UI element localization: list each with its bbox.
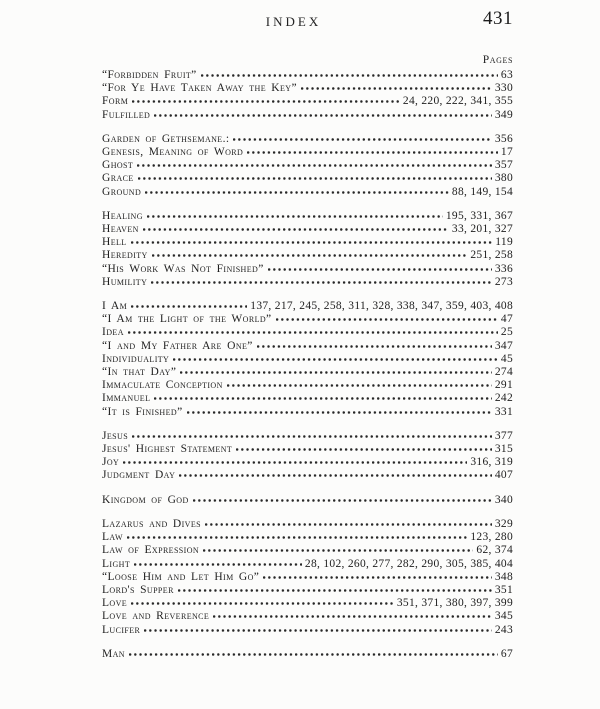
dot-leader bbox=[203, 545, 473, 553]
dot-leader bbox=[173, 354, 498, 362]
entry-pages: 67 bbox=[500, 647, 513, 660]
index-entry bbox=[102, 456, 513, 469]
dot-leader bbox=[154, 393, 491, 401]
dot-leader bbox=[131, 237, 493, 245]
entry-term: Genesis, Meaning of Word bbox=[102, 146, 244, 159]
index-entry bbox=[102, 263, 513, 276]
dot-leader bbox=[268, 264, 492, 272]
dot-leader bbox=[131, 301, 247, 309]
index-entry bbox=[102, 159, 513, 172]
entry-pages: 195, 331, 367 bbox=[445, 209, 513, 222]
entry-term: “His Work Was Not Finished” bbox=[102, 262, 264, 275]
entry-pages: 47 bbox=[500, 313, 513, 326]
index-entry bbox=[102, 531, 513, 544]
index-entry bbox=[102, 326, 513, 339]
entry-pages: 357 bbox=[494, 159, 513, 172]
entry-term: Immanuel bbox=[102, 392, 151, 405]
dot-leader bbox=[257, 341, 492, 349]
entry-pages: 25 bbox=[500, 326, 513, 339]
index-entry bbox=[102, 186, 513, 199]
index-entry bbox=[102, 133, 513, 146]
entry-term: Idea bbox=[102, 326, 124, 339]
entry-pages: 63 bbox=[500, 69, 513, 81]
entry-pages: 351 bbox=[494, 583, 513, 596]
index-entry bbox=[102, 300, 513, 313]
dot-leader bbox=[134, 559, 302, 567]
dot-leader bbox=[263, 572, 492, 580]
dot-leader bbox=[151, 277, 492, 285]
index-entry bbox=[102, 146, 513, 159]
dot-leader bbox=[301, 83, 492, 91]
dot-leader bbox=[227, 380, 492, 388]
entry-pages: 349 bbox=[494, 108, 513, 121]
entry-pages: 331 bbox=[494, 405, 513, 418]
entry-pages: 407 bbox=[494, 469, 513, 482]
dot-leader bbox=[178, 585, 492, 593]
dot-leader bbox=[131, 598, 394, 606]
index-entry bbox=[102, 571, 513, 584]
index-group bbox=[102, 69, 513, 122]
dot-leader bbox=[213, 611, 492, 619]
index-entry bbox=[102, 392, 513, 405]
entry-term: Kingdom of God bbox=[102, 493, 189, 506]
entry-term: Heredity bbox=[102, 249, 148, 262]
entry-pages: 123, 280 bbox=[470, 531, 513, 544]
pages-column-label: Pages bbox=[482, 54, 513, 66]
entry-pages: 45 bbox=[500, 352, 513, 365]
page-number: 431 bbox=[483, 8, 513, 29]
entry-pages: 315 bbox=[494, 443, 513, 456]
dot-leader bbox=[138, 173, 492, 181]
entry-pages: 62, 374 bbox=[476, 544, 513, 557]
index-entry bbox=[102, 584, 513, 597]
entry-term: I Am bbox=[102, 300, 128, 313]
entry-pages: 340 bbox=[494, 493, 513, 506]
index-group bbox=[102, 300, 513, 419]
index-entry bbox=[102, 236, 513, 249]
entry-pages: 336 bbox=[494, 262, 513, 275]
dot-leader bbox=[143, 224, 449, 232]
entry-pages: 329 bbox=[494, 517, 513, 530]
entry-term: Joy bbox=[102, 456, 120, 469]
entry-pages: 377 bbox=[494, 429, 513, 442]
entry-term: Healing bbox=[102, 209, 143, 222]
index-entry bbox=[102, 95, 513, 108]
index-entry bbox=[102, 109, 513, 122]
index-group bbox=[102, 430, 513, 483]
entry-term: Lazarus and Dives bbox=[102, 517, 201, 530]
index-entry bbox=[102, 353, 513, 366]
dot-leader bbox=[205, 519, 492, 527]
index-entry bbox=[102, 443, 513, 456]
index-entry bbox=[102, 610, 513, 623]
dot-leader bbox=[145, 187, 449, 195]
entry-pages: 17 bbox=[500, 146, 513, 159]
page-content bbox=[102, 0, 513, 672]
entry-pages: 345 bbox=[494, 610, 513, 623]
entry-pages: 316, 319 bbox=[470, 456, 513, 469]
entry-term: Immaculate Conception bbox=[102, 379, 223, 392]
index-entry bbox=[102, 82, 513, 95]
entry-term: “Forbidden Fruit” bbox=[102, 69, 197, 81]
index-entry bbox=[102, 406, 513, 419]
entry-pages: 243 bbox=[494, 623, 513, 636]
dot-leader bbox=[276, 314, 498, 322]
dot-leader bbox=[137, 160, 492, 168]
entry-term: Love bbox=[102, 597, 128, 610]
index-entry bbox=[102, 313, 513, 326]
dot-leader bbox=[236, 444, 492, 452]
entry-term: Garden of Gethsemane.: bbox=[102, 132, 230, 145]
index-entry bbox=[102, 624, 513, 637]
dot-leader bbox=[233, 134, 491, 142]
entry-pages: 351, 371, 380, 397, 399 bbox=[396, 597, 513, 610]
entry-pages: 380 bbox=[494, 172, 513, 185]
entry-term: Grace bbox=[102, 172, 134, 185]
entry-pages: 242 bbox=[494, 392, 513, 405]
entry-term: “Loose Him and Let Him Go” bbox=[102, 570, 260, 583]
index-entry bbox=[102, 172, 513, 185]
dot-leader bbox=[129, 649, 498, 657]
entry-term: Judgment Day bbox=[102, 469, 176, 482]
index-entry bbox=[102, 648, 513, 661]
dot-leader bbox=[132, 431, 492, 439]
entry-term: Form bbox=[102, 95, 129, 108]
dot-leader bbox=[128, 327, 498, 335]
entry-term: Jesus' Highest Statement bbox=[102, 443, 233, 456]
dot-leader bbox=[247, 147, 498, 155]
entry-term: Man bbox=[102, 647, 125, 660]
entry-pages: 33, 201, 327 bbox=[451, 223, 513, 236]
index-entry bbox=[102, 340, 513, 353]
index-entry bbox=[102, 223, 513, 236]
dot-leader bbox=[180, 367, 492, 375]
index-group bbox=[102, 494, 513, 507]
entry-term: Light bbox=[102, 557, 131, 570]
entry-term: Hell bbox=[102, 236, 127, 249]
entry-term: Heaven bbox=[102, 223, 139, 236]
entry-pages: 348 bbox=[494, 570, 513, 583]
entry-term: Lucifer bbox=[102, 623, 141, 636]
dot-leader bbox=[179, 470, 492, 478]
index-group bbox=[102, 210, 513, 289]
index-entry bbox=[102, 544, 513, 557]
page-header bbox=[102, 0, 513, 52]
index-entry bbox=[102, 210, 513, 223]
index-entry bbox=[102, 430, 513, 443]
dot-leader bbox=[127, 532, 467, 540]
page-title: INDEX bbox=[265, 14, 322, 29]
index-entry bbox=[102, 366, 513, 379]
dot-leader bbox=[152, 250, 468, 258]
entry-pages: 356 bbox=[494, 132, 513, 145]
entry-term: Ghost bbox=[102, 159, 134, 172]
entry-term: “For Ye Have Taken Away the Key” bbox=[102, 82, 297, 95]
entry-pages: 137, 217, 245, 258, 311, 328, 338, 347, 359, 403, 408 bbox=[250, 300, 513, 313]
entry-term: Ground bbox=[102, 185, 142, 198]
dot-leader bbox=[147, 211, 443, 219]
index-entry bbox=[102, 249, 513, 262]
dot-leader bbox=[144, 625, 492, 633]
entry-pages: 273 bbox=[494, 275, 513, 288]
dot-leader bbox=[187, 407, 492, 415]
dot-leader bbox=[193, 495, 492, 503]
entry-term: Lord's Supper bbox=[102, 583, 174, 596]
index-entry bbox=[102, 494, 513, 507]
entry-pages: 28, 102, 260, 277, 282, 290, 305, 385, 404 bbox=[304, 557, 513, 570]
entry-pages: 347 bbox=[494, 339, 513, 352]
entry-term: Individuality bbox=[102, 352, 170, 365]
dot-leader bbox=[201, 70, 498, 78]
dot-leader bbox=[123, 457, 467, 465]
index-entry bbox=[102, 597, 513, 610]
index-group bbox=[102, 648, 513, 661]
entry-pages: 291 bbox=[494, 379, 513, 392]
entry-term: “In that Day” bbox=[102, 366, 177, 379]
index-entry bbox=[102, 469, 513, 482]
entry-pages: 88, 149, 154 bbox=[451, 185, 513, 198]
entry-pages: 24, 220, 222, 341, 355 bbox=[402, 95, 513, 108]
entry-term: Law bbox=[102, 531, 123, 544]
index-entry bbox=[102, 276, 513, 289]
entry-term: Love and Reverence bbox=[102, 610, 210, 623]
entry-pages: 119 bbox=[495, 236, 513, 249]
entry-pages: 251, 258 bbox=[470, 249, 513, 262]
entry-pages: 274 bbox=[494, 366, 513, 379]
dot-leader bbox=[132, 96, 400, 104]
index-entry bbox=[102, 379, 513, 392]
index-list bbox=[102, 69, 513, 661]
index-entry bbox=[102, 558, 513, 571]
index-entry bbox=[102, 69, 513, 82]
entry-term: Fulfilled bbox=[102, 108, 151, 121]
entry-term: Jesus bbox=[102, 429, 129, 442]
entry-term: “I and My Father Are One” bbox=[102, 339, 253, 352]
index-group bbox=[102, 133, 513, 199]
index-group bbox=[102, 518, 513, 637]
entry-pages: 330 bbox=[494, 82, 513, 95]
entry-term: “It is Finished” bbox=[102, 405, 183, 418]
entry-term: Humility bbox=[102, 275, 148, 288]
dot-leader bbox=[154, 110, 492, 118]
index-entry bbox=[102, 518, 513, 531]
entry-term: Law of Expression bbox=[102, 544, 200, 557]
entry-term: “I Am the Light of the World” bbox=[102, 313, 272, 326]
